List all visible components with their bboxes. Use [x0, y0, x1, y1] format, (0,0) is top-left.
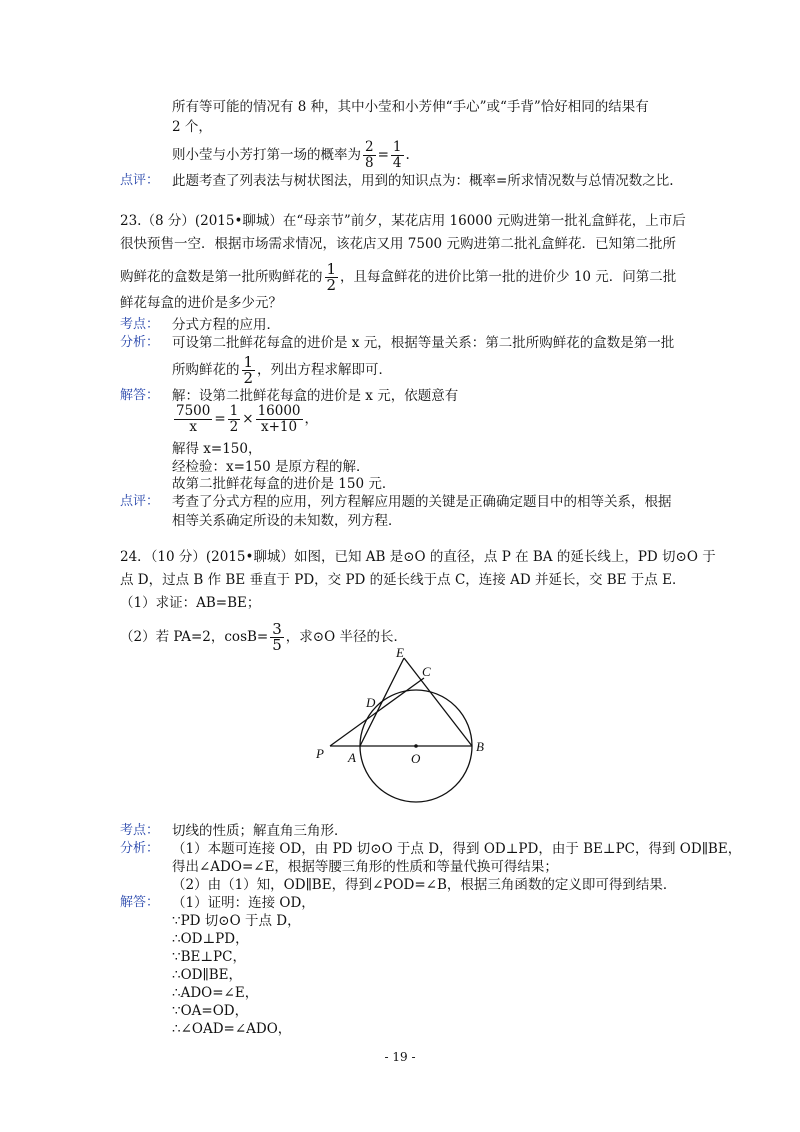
line-be	[404, 658, 472, 746]
analysis-text: （2）由（1）知，OD∥BE，得到∠POD=∠B，根据三角函数的定义即可得到结果．	[172, 877, 677, 893]
answer-text: 解：设第二批鲜花每盒的进价是 x 元，依题意有	[172, 388, 459, 404]
page-number: - 19 -	[384, 1050, 416, 1064]
question-23-line: 购鲜花的盒数是第一批所购鲜花的 $\frac{1}{2}$ ，且每盒鲜花的进价比第一批的进价少 10 元．问第二批	[120, 260, 677, 294]
analysis-label: 分析：	[120, 335, 160, 350]
question-23-line: 23.（8 分）(2015•聊城）在“母亲节”前夕，某花店用 16000 元购进第一批礼盒鲜花，上市后	[120, 213, 686, 229]
fraction-half: $\frac{1}{2}$	[326, 260, 337, 294]
comment-label: 点评：	[120, 173, 160, 188]
analysis-text: 所购鲜花的 $\frac{1}{2}$ ，列出方程求解即可．	[172, 353, 393, 387]
topic-text: 切线的性质；解直角三角形．	[172, 823, 348, 839]
answer-step: 故第二批鲜花每盒的进价是 150 元．	[172, 476, 396, 492]
answer-step: ∴ADO=∠E，	[172, 985, 259, 1001]
fraction: $\frac{2}{8}$	[365, 139, 374, 171]
center-point	[414, 744, 418, 748]
analysis-text: 可设第二批鲜花每盒的进价是 x 元，根据等量关系：第二批所购鲜花的盒数是第一批	[172, 335, 675, 351]
answer-step: 经检验：x=150 是原方程的解．	[172, 459, 370, 475]
text-line: 2 个，	[172, 119, 212, 135]
answer-label: 解答：	[120, 388, 160, 403]
fraction: $\frac{7500}{x}$	[176, 403, 211, 435]
label-c: C	[422, 664, 431, 679]
analysis-label: 分析：	[120, 841, 160, 856]
topic-label: 考点：	[120, 317, 160, 332]
analysis-text: （1）本题可连接 OD，由 PD 切⊙O 于点 D，得到 OD⊥PD，由于 BE⊥PC，得到 OD∥BE，	[172, 841, 742, 857]
topic-label: 考点：	[120, 823, 160, 838]
answer-step: 解得 x=150，	[172, 441, 262, 457]
answer-step: ∴OD∥BE，	[172, 967, 242, 983]
fraction: $\frac{1}{2}$	[229, 403, 239, 435]
probability-line: 则小莹与小芳打第一场的概率为 $\frac{2}{8}$ = $\frac{1}{4}$ .	[172, 139, 410, 171]
question-24-line: 点 D，过点 B 作 BE 垂直于 PD，交 PD 的延长线于点 C，连接 AD 并延长，交 BE 于点 E．	[120, 572, 686, 588]
geometry-figure	[300, 640, 500, 810]
answer-step: （1）证明：连接 OD，	[172, 895, 315, 911]
comment-label: 点评：	[120, 494, 160, 509]
answer-label: 解答：	[120, 895, 160, 910]
answer-step: ∵PD 切⊙O 于点 D，	[172, 913, 301, 929]
label-a: A	[348, 750, 356, 765]
label-b: B	[476, 739, 484, 754]
analysis-text: 得出∠ADO=∠E，根据等腰三角形的性质和等量代换可得结果；	[172, 859, 558, 875]
fraction-half: $\frac{1}{2}$	[243, 353, 254, 387]
comment-text: 相等关系确定所设的未知数，列方程．	[172, 513, 402, 529]
label-o: O	[411, 751, 421, 766]
answer-step: ∴∠OAD=∠ADO，	[172, 1021, 292, 1037]
equation: $\frac{7500}{x}$ = $\frac{1}{2}$ × $\frac{16000}{x+10}$ ，	[176, 403, 319, 435]
fraction: $\frac{16000}{x+10}$	[257, 403, 301, 435]
part-1: （1）求证：AB=BE；	[120, 595, 261, 611]
fraction: $\frac{3}{5}$	[272, 620, 282, 654]
comment-text: 考查了分式方程的应用，列方程解应用题的关键是正确确定题目中的相等关系，根据	[172, 494, 672, 510]
question-23-line: 很快预售一空．根据市场需求情况，该花店又用 7500 元购进第二批礼盒鲜花．已知第二批所	[120, 236, 676, 252]
label-p: P	[316, 746, 324, 761]
label-e: E	[396, 645, 404, 660]
topic-text: 分式方程的应用．	[172, 317, 280, 333]
label-d: D	[366, 695, 376, 710]
answer-step: ∵BE⊥PC，	[172, 949, 246, 965]
answer-step: ∴OD⊥PD，	[172, 931, 249, 947]
fraction: $\frac{1}{4}$	[392, 139, 402, 171]
part-2: （2）若 PA=2，cosB= $\frac{3}{5}$ ，求⊙O 半径的长．	[120, 620, 407, 654]
question-23-line: 鲜花每盒的进价是多少元？	[120, 295, 282, 311]
answer-step: ∵OA=OD，	[172, 1003, 249, 1019]
question-24-line: 24．（10 分）(2015•聊城）如图，已知 AB 是⊙O 的直径，点 P 在 BA 的延长线上，PD 切⊙O 于	[120, 549, 716, 565]
comment-text: 此题考查了列表法与树状图法，用到的知识点为：概率=所求情况数与总情况数之比.	[172, 173, 674, 189]
text-line: 所有等可能的情况有 8 种，其中小莹和小芳伸“手心”或“手背”恰好相同的结果有	[172, 99, 649, 115]
